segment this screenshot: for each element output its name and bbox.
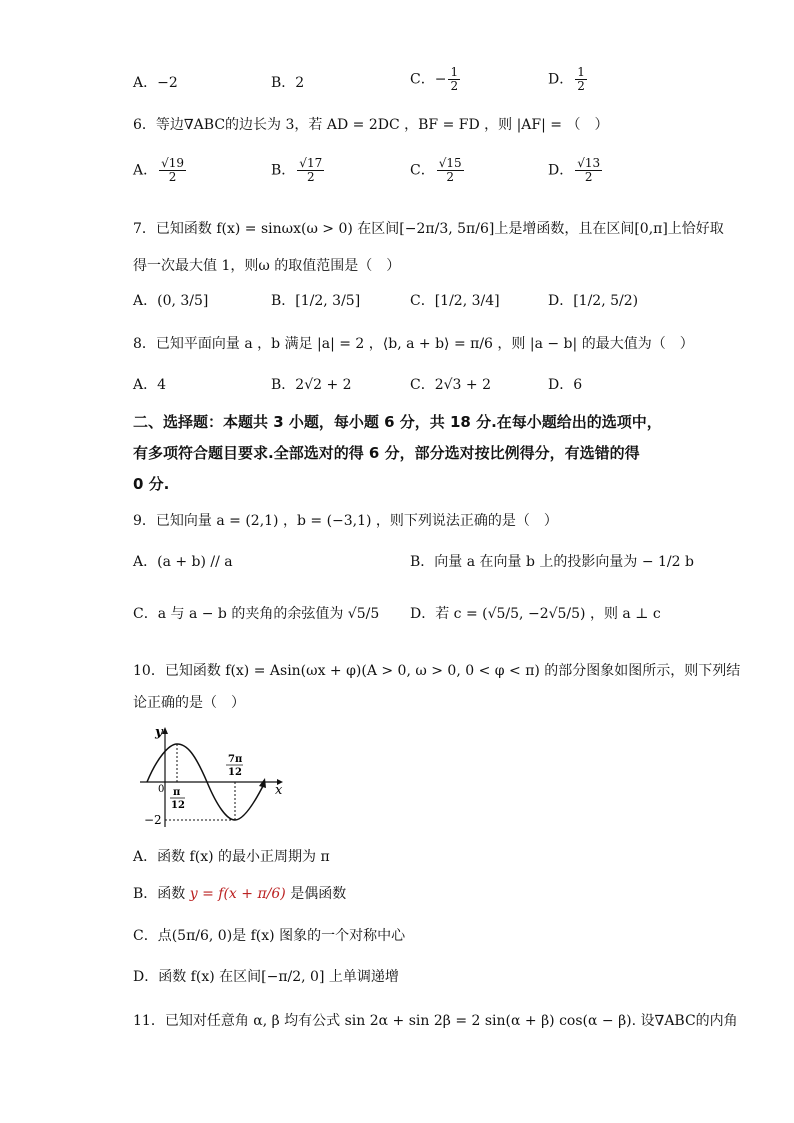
q10-stem-2: 论正确的是（ ） [133,695,245,711]
section-2-heading-line-3: 0 分. [133,475,170,493]
graph-7pi-12-denominator: 12 [228,767,242,778]
q8-option-b: B．2√2 + 2 [271,377,352,393]
q8-option-c: C．2√3 + 2 [410,377,491,393]
graph-y-label: y [155,725,163,740]
q10-option-d: D．函数 f(x) 在区间[−π/2, 0] 上单调递增 [133,969,399,985]
q10-option-a: A．函数 f(x) 的最小正周期为 π [133,849,330,865]
q7-option-a: A．(0, 3/5] [133,293,209,309]
q6-option-d: D． $\frac{√13}{2}$ [548,156,601,184]
graph-7pi-12-numerator: 7π [228,754,243,765]
q5-option-c: C．− $\frac{1}{2}$ [410,65,459,93]
q7-option-d: D．[1/2, 5/2) [548,293,639,309]
q5-option-a: A．−2 [133,75,178,91]
q8-option-d: D．6 [548,377,583,393]
q7-stem-2: 得一次最大值 1，则ω 的取值范围是（ ） [133,258,401,274]
q10-stem: 10．已知函数 f(x) = Asin(ωx + φ)(A > 0, ω > 0, 0 < φ < π) 的部分图象如图所示，则下列结 [133,663,741,679]
q7-option-c: C．[1/2, 3/4] [410,293,500,309]
q10-function-graph [135,722,285,832]
q6-stem: 6．等边∇ABC的边长为 3，若 AD = 2DC ，BF = FD ，则 |AF| = （ ） [133,117,609,133]
graph-pi-12-numerator: π [173,787,181,798]
q7-option-b: B．[1/2, 3/5] [271,293,361,309]
graph-pi-12-denominator: 12 [171,800,185,811]
graph-y-axis-arrow [162,727,168,734]
q5-option-d: D． $\frac{1}{2}$ [548,65,585,93]
q10-option-b: B．函数 y = f(x + π/6) 是偶函数 [133,886,347,902]
graph-minus-2-label: −2 [144,813,162,827]
graph-curve-arrow [259,778,266,788]
graph-origin-label: 0 [158,784,165,795]
q11-stem: 11．已知对任意角 α, β 均有公式 sin 2α + sin 2β = 2 sin(α + β) cos(α − β). 设∇ABC的内角 [133,1013,738,1029]
q9-option-b: B．向量 a 在向量 b 上的投影向量为 − 1/2 b [410,554,694,570]
q9-stem: 9．已知向量 a = (2,1) ，b = (−3,1) ，则下列说法正确的是（ ） [133,513,558,529]
q9-option-c: C．a 与 a − b 的夹角的余弦值为 √5/5 [133,606,380,622]
graph-x-label: x [275,783,283,798]
q5-option-b: B．2 [271,75,305,91]
q8-stem: 8．已知平面向量 a ，b 满足 |a| = 2 ，⟨b, a + b⟩ = π/6 ，则 |a − b| 的最大值为（ ） [133,336,694,352]
q6-option-b: B． $\frac{√17}{2}$ [271,156,323,184]
q10-option-b-expression: y = f(x + π/6) [189,886,286,902]
q6-option-c: C． $\frac{√15}{2}$ [410,156,462,184]
q9-option-d: D．若 c = (√5/5, −2√5/5) ，则 a ⊥ c [410,606,661,622]
q7-stem: 7．已知函数 f(x) = sinωx(ω > 0) 在区间[−2π/3, 5π/6]上是增函数，且在区间[0,π]上恰好取 [133,221,724,237]
q10-option-c: C．点(5π/6, 0)是 f(x) 图象的一个对称中心 [133,928,406,944]
section-2-heading-line-2: 有多项符合题目要求.全部选对的得 6 分，部分选对按比例得分，有选错的得 [133,444,640,462]
q8-option-a: A．4 [133,377,167,393]
section-2-heading-line-1: 二、选择题：本题共 3 小题，每小题 6 分，共 18 分.在每小题给出的选项中， [133,413,662,431]
q9-option-a: A．(a + b) // a [133,554,233,570]
q6-option-a: A． $\frac{√19}{2}$ [133,156,185,184]
